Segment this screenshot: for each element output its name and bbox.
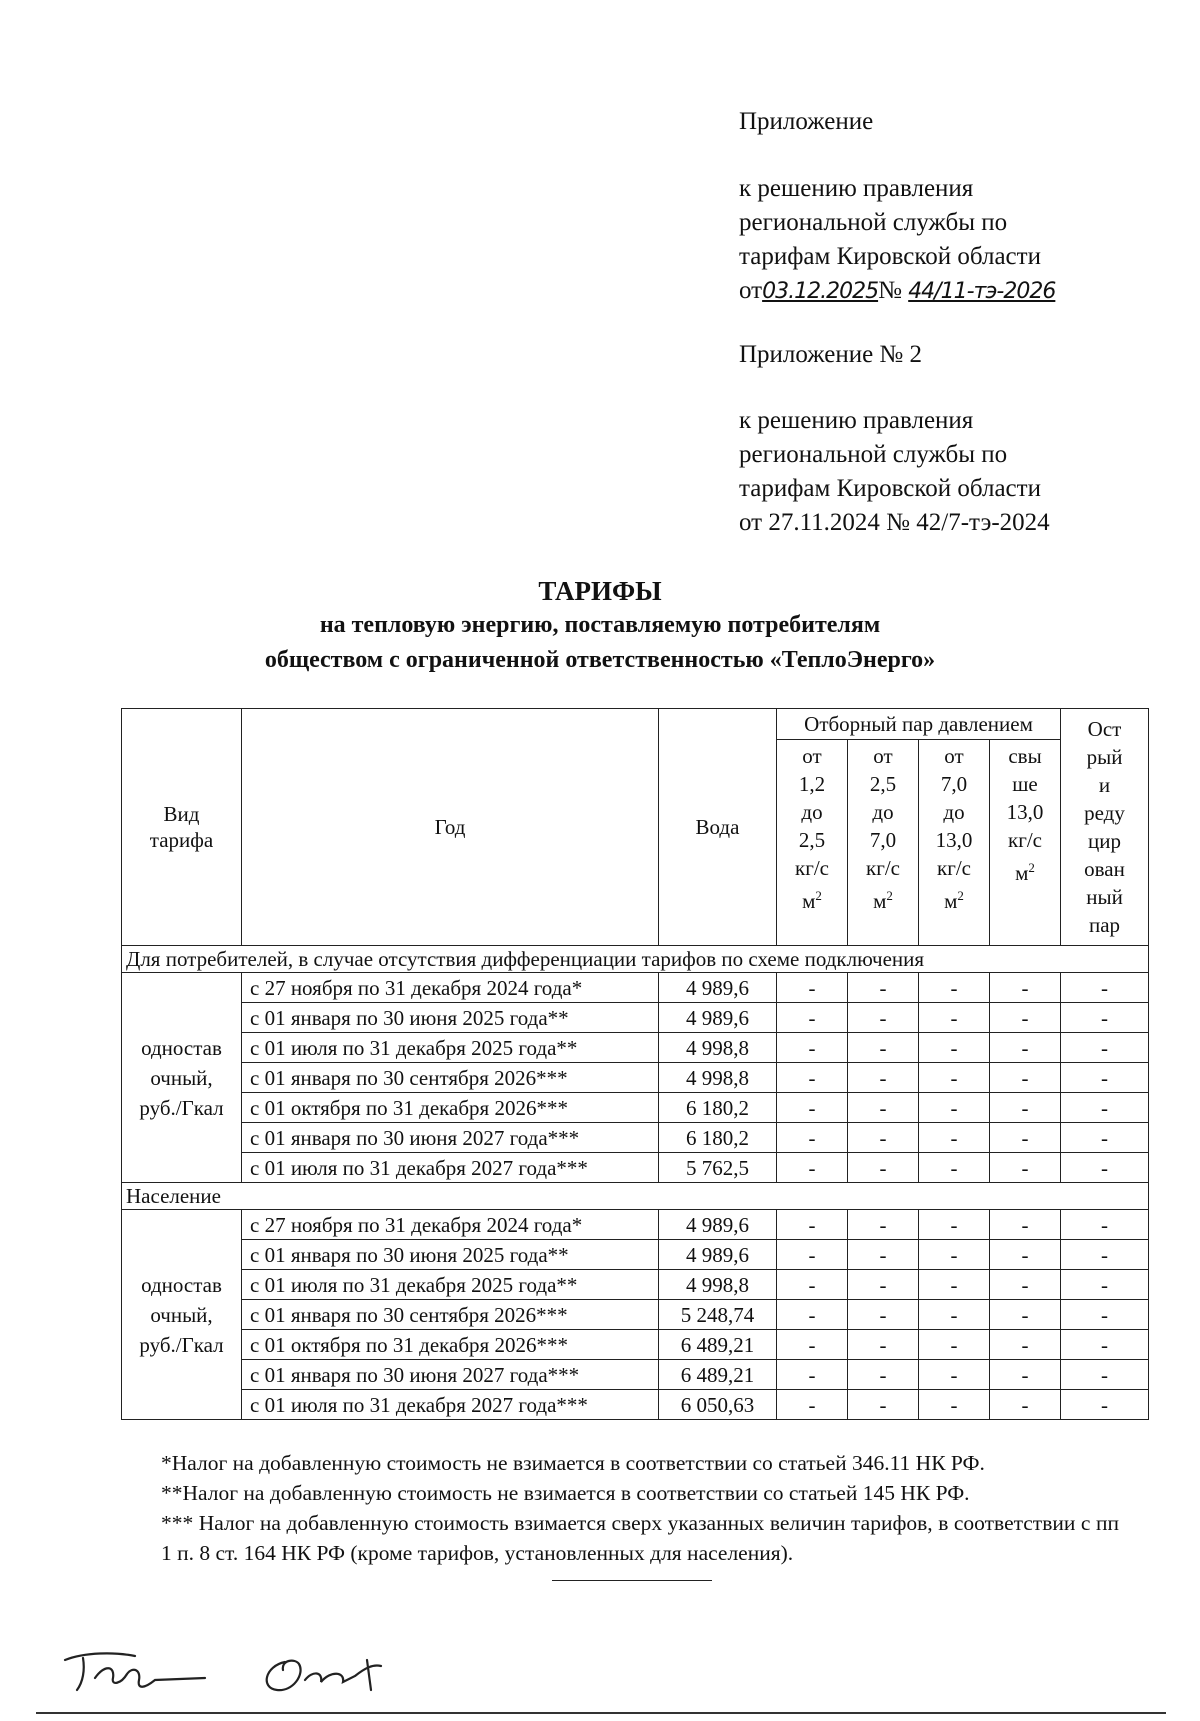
header-text: пар xyxy=(1088,913,1121,937)
empty-value-cell: - xyxy=(990,1270,1061,1300)
header-text: 7,0 xyxy=(869,828,897,852)
header-text: от xyxy=(802,744,822,768)
empty-value-cell: - xyxy=(848,1390,919,1420)
period-cell: с 01 января по 30 июня 2027 года*** xyxy=(242,1123,659,1153)
appendix-label: Приложение xyxy=(739,108,874,135)
empty-value-cell: - xyxy=(990,1093,1061,1123)
empty-value-cell: - xyxy=(1061,1300,1149,1330)
empty-value-cell: - xyxy=(919,1360,990,1390)
footnote: *Налог на добавленную стоимость не взимается в соответствии со статьей 346.11 НК РФ. xyxy=(161,1451,985,1475)
table-row xyxy=(122,1300,1149,1330)
header-steam-4 xyxy=(990,740,1061,946)
empty-value-cell: - xyxy=(990,973,1061,1003)
header-text: реду xyxy=(1084,801,1125,825)
table-row xyxy=(122,1360,1149,1390)
empty-value-cell: - xyxy=(777,1210,848,1240)
table-row xyxy=(122,1330,1149,1360)
header-sup: 2 xyxy=(957,888,964,903)
empty-value-cell: - xyxy=(990,1240,1061,1270)
header-text: ше xyxy=(1012,772,1038,796)
header-unit xyxy=(777,882,847,915)
empty-value-cell: - xyxy=(777,1123,848,1153)
section-row xyxy=(122,1183,1149,1210)
empty-value-cell: - xyxy=(777,1330,848,1360)
decision2-line: тарифам Кировской области xyxy=(739,475,1041,502)
period-cell: с 27 ноября по 31 декабря 2024 года* xyxy=(242,973,659,1003)
period-cell: с 27 ноября по 31 декабря 2024 года* xyxy=(242,1210,659,1240)
header-steam-group: Отборный пар давлением xyxy=(777,709,1061,740)
empty-value-cell: - xyxy=(990,1330,1061,1360)
header-steam-3 xyxy=(919,740,990,946)
empty-value-cell: - xyxy=(919,1123,990,1153)
header-text: м xyxy=(873,889,887,913)
empty-value-cell: - xyxy=(990,1153,1061,1183)
header-steam-2 xyxy=(848,740,919,946)
empty-value-cell: - xyxy=(919,1063,990,1093)
header-text: цир xyxy=(1088,829,1121,853)
water-tariff-cell: 5 248,74 xyxy=(659,1300,777,1330)
period-cell: с 01 октября по 31 декабря 2026*** xyxy=(242,1093,659,1123)
header-text: кг/с xyxy=(795,856,829,880)
header-text: кг/с xyxy=(1008,828,1042,852)
empty-value-cell: - xyxy=(777,1390,848,1420)
section-title: Для потребителей, в случае отсутствия дифференциации тарифов по схеме подключения xyxy=(122,946,1149,973)
water-tariff-cell: 4 998,8 xyxy=(659,1063,777,1093)
header-text: 7,0 xyxy=(940,772,968,796)
empty-value-cell: - xyxy=(919,1093,990,1123)
empty-value-cell: - xyxy=(1061,1033,1149,1063)
table-row xyxy=(122,1240,1149,1270)
empty-value-cell: - xyxy=(990,1033,1061,1063)
empty-value-cell: - xyxy=(919,1003,990,1033)
empty-value-cell: - xyxy=(919,1390,990,1420)
period-cell: с 01 января по 30 сентября 2026*** xyxy=(242,1300,659,1330)
header-text: 1,2 xyxy=(798,772,826,796)
header-text: от xyxy=(873,744,893,768)
water-tariff-cell: 4 998,8 xyxy=(659,1270,777,1300)
period-cell: с 01 января по 30 сентября 2026*** xyxy=(242,1063,659,1093)
header-text: до xyxy=(801,800,823,824)
bottom-border-line xyxy=(36,1712,1166,1714)
tariff-kind-line: очный, xyxy=(150,1302,213,1327)
empty-value-cell: - xyxy=(1061,1003,1149,1033)
document-subtitle-2: обществом с ограниченной ответственностью «ТеплоЭнерго» xyxy=(264,647,936,673)
water-tariff-cell: 6 489,21 xyxy=(659,1360,777,1390)
water-tariff-cell: 4 998,8 xyxy=(659,1033,777,1063)
empty-value-cell: - xyxy=(990,1210,1061,1240)
header-text: от xyxy=(944,744,964,768)
tariff-kind-line: очный, xyxy=(150,1065,213,1090)
period-cell: с 01 июля по 31 декабря 2027 года*** xyxy=(242,1153,659,1183)
empty-value-cell: - xyxy=(848,1033,919,1063)
water-tariff-cell: 6 489,21 xyxy=(659,1330,777,1360)
water-tariff-cell: 5 762,5 xyxy=(659,1153,777,1183)
empty-value-cell: - xyxy=(848,1093,919,1123)
header-unit xyxy=(848,882,918,915)
empty-value-cell: - xyxy=(848,1300,919,1330)
empty-value-cell: - xyxy=(777,1093,848,1123)
header-kind-line: Вид xyxy=(163,802,200,826)
header-text: м xyxy=(802,889,816,913)
header-unit xyxy=(990,854,1060,887)
empty-value-cell: - xyxy=(990,1360,1061,1390)
tariff-kind-line: руб./Гкал xyxy=(139,1095,224,1120)
tariff-table xyxy=(121,708,1149,1420)
separator-line xyxy=(552,1580,712,1581)
decision-date-line xyxy=(739,274,1055,309)
period-cell: с 01 января по 30 июня 2025 года** xyxy=(242,1240,659,1270)
empty-value-cell: - xyxy=(848,1330,919,1360)
period-cell: с 01 октября по 31 декабря 2026*** xyxy=(242,1330,659,1360)
header-text: свы xyxy=(1008,744,1042,768)
header-text: рый xyxy=(1086,745,1123,769)
period-cell: с 01 июля по 31 декабря 2025 года** xyxy=(242,1270,659,1300)
header-text: м xyxy=(1015,861,1029,885)
header-sup: 2 xyxy=(815,888,822,903)
appendix2-heading xyxy=(739,338,922,372)
decision-line: к решению правления xyxy=(739,175,974,202)
empty-value-cell: - xyxy=(777,1003,848,1033)
empty-value-cell: - xyxy=(990,1300,1061,1330)
empty-value-cell: - xyxy=(777,1240,848,1270)
water-tariff-cell: 6 180,2 xyxy=(659,1093,777,1123)
water-tariff-cell: 6 050,63 xyxy=(659,1390,777,1420)
header-sup: 2 xyxy=(886,888,893,903)
decision2-line: региональной службы по xyxy=(739,441,1008,468)
header-text: 13,0 xyxy=(935,828,973,852)
header-sharp-steam xyxy=(1061,709,1149,946)
empty-value-cell: - xyxy=(848,1270,919,1300)
empty-value-cell: - xyxy=(919,1300,990,1330)
section-row xyxy=(122,946,1149,973)
empty-value-cell: - xyxy=(990,1123,1061,1153)
footnote: *** Налог на добавленную стоимость взимается сверх указанных величин тарифов, в соответствии с пп 1 п. 8 ст. 164 НК РФ (кроме тарифов, установленных для населения). xyxy=(161,1511,1119,1565)
empty-value-cell: - xyxy=(919,1153,990,1183)
header-text: ован xyxy=(1084,857,1125,881)
empty-value-cell: - xyxy=(848,1063,919,1093)
header-kind-line: тарифа xyxy=(149,828,214,852)
water-tariff-cell: 4 989,6 xyxy=(659,1210,777,1240)
header-text: 2,5 xyxy=(798,828,826,852)
header-water: Вода xyxy=(659,709,777,946)
header-text: 13,0 xyxy=(1006,800,1044,824)
handwritten-date: 03.12.2025 xyxy=(762,279,879,304)
table-row xyxy=(122,1153,1149,1183)
empty-value-cell: - xyxy=(848,1240,919,1270)
header-unit xyxy=(919,882,989,915)
empty-value-cell: - xyxy=(1061,1360,1149,1390)
empty-value-cell: - xyxy=(848,973,919,1003)
empty-value-cell: - xyxy=(1061,1270,1149,1300)
date-prefix: от xyxy=(739,277,763,304)
header-text: кг/с xyxy=(866,856,900,880)
water-tariff-cell: 4 989,6 xyxy=(659,1240,777,1270)
header-year: Год xyxy=(242,709,659,946)
table-row xyxy=(122,1093,1149,1123)
empty-value-cell: - xyxy=(777,1033,848,1063)
decision-line: тарифам Кировской области xyxy=(739,243,1041,270)
footnotes xyxy=(161,1448,1119,1568)
empty-value-cell: - xyxy=(990,1063,1061,1093)
decision-reference xyxy=(739,172,1055,309)
header-sup: 2 xyxy=(1028,860,1035,875)
header-text: 2,5 xyxy=(869,772,897,796)
decision-line: региональной службы по xyxy=(739,209,1008,236)
footnote: **Налог на добавленную стоимость не взимается в соответствии со статьей 145 НК РФ. xyxy=(161,1481,970,1505)
decision2-line: от 27.11.2024 № 42/7-тэ-2024 xyxy=(739,509,1050,536)
table-header-row xyxy=(122,709,1149,740)
empty-value-cell: - xyxy=(919,1033,990,1063)
tariff-kind-line: одностав xyxy=(141,1035,222,1060)
water-tariff-cell: 4 989,6 xyxy=(659,1003,777,1033)
table-row xyxy=(122,1390,1149,1420)
table-row xyxy=(122,1123,1149,1153)
empty-value-cell: - xyxy=(777,1063,848,1093)
empty-value-cell: - xyxy=(990,1003,1061,1033)
empty-value-cell: - xyxy=(777,1270,848,1300)
header-text: Ост xyxy=(1087,717,1122,741)
number-sign: № xyxy=(878,277,902,304)
header-text: кг/с xyxy=(937,856,971,880)
period-cell: с 01 января по 30 июня 2025 года** xyxy=(242,1003,659,1033)
empty-value-cell: - xyxy=(777,1153,848,1183)
period-cell: с 01 января по 30 июня 2027 года*** xyxy=(242,1360,659,1390)
empty-value-cell: - xyxy=(777,973,848,1003)
empty-value-cell: - xyxy=(777,1360,848,1390)
empty-value-cell: - xyxy=(919,1240,990,1270)
empty-value-cell: - xyxy=(919,1270,990,1300)
empty-value-cell: - xyxy=(919,1210,990,1240)
tariff-kind-line: руб./Гкал xyxy=(139,1332,224,1357)
empty-value-cell: - xyxy=(848,1360,919,1390)
empty-value-cell: - xyxy=(990,1390,1061,1420)
decision2-reference xyxy=(739,404,1050,540)
table-row xyxy=(122,1033,1149,1063)
empty-value-cell: - xyxy=(1061,973,1149,1003)
header-text: и xyxy=(1098,773,1111,797)
empty-value-cell: - xyxy=(1061,1063,1149,1093)
empty-value-cell: - xyxy=(919,1330,990,1360)
empty-value-cell: - xyxy=(1061,1093,1149,1123)
empty-value-cell: - xyxy=(1061,1153,1149,1183)
water-tariff-cell: 4 989,6 xyxy=(659,973,777,1003)
document-title: ТАРИФЫ xyxy=(538,576,662,606)
header-text: до xyxy=(943,800,965,824)
appendix-heading xyxy=(739,105,873,139)
document-subtitle: на тепловую энергию, поставляемую потребителям xyxy=(319,612,881,638)
water-tariff-cell: 6 180,2 xyxy=(659,1123,777,1153)
decision2-line: к решению правления xyxy=(739,407,974,434)
empty-value-cell: - xyxy=(848,1153,919,1183)
header-text: ный xyxy=(1086,885,1123,909)
empty-value-cell: - xyxy=(919,973,990,1003)
period-cell: с 01 июля по 31 декабря 2027 года*** xyxy=(242,1390,659,1420)
table-row xyxy=(122,1210,1149,1240)
empty-value-cell: - xyxy=(1061,1240,1149,1270)
empty-value-cell: - xyxy=(1061,1123,1149,1153)
empty-value-cell: - xyxy=(848,1123,919,1153)
table-row xyxy=(122,1003,1149,1033)
empty-value-cell: - xyxy=(1061,1390,1149,1420)
header-text: м xyxy=(944,889,958,913)
tariff-kind-line: одностав xyxy=(141,1272,222,1297)
empty-value-cell: - xyxy=(848,1210,919,1240)
empty-value-cell: - xyxy=(1061,1330,1149,1360)
period-cell: с 01 июля по 31 декабря 2025 года** xyxy=(242,1033,659,1063)
table-row xyxy=(122,1270,1149,1300)
table-row xyxy=(122,973,1149,1003)
header-text: до xyxy=(872,800,894,824)
empty-value-cell: - xyxy=(1061,1210,1149,1240)
tariff-kind xyxy=(122,973,242,1183)
empty-value-cell: - xyxy=(848,1003,919,1033)
tariff-kind xyxy=(122,1210,242,1420)
signature-scribble xyxy=(55,1630,415,1700)
empty-value-cell: - xyxy=(777,1300,848,1330)
handwritten-number: 44/11-тэ-2026 xyxy=(908,279,1056,304)
header-kind xyxy=(122,709,242,946)
table-row xyxy=(122,1063,1149,1093)
section-title: Население xyxy=(122,1183,1149,1210)
appendix2-label: Приложение № 2 xyxy=(739,341,923,368)
header-steam-1 xyxy=(777,740,848,946)
